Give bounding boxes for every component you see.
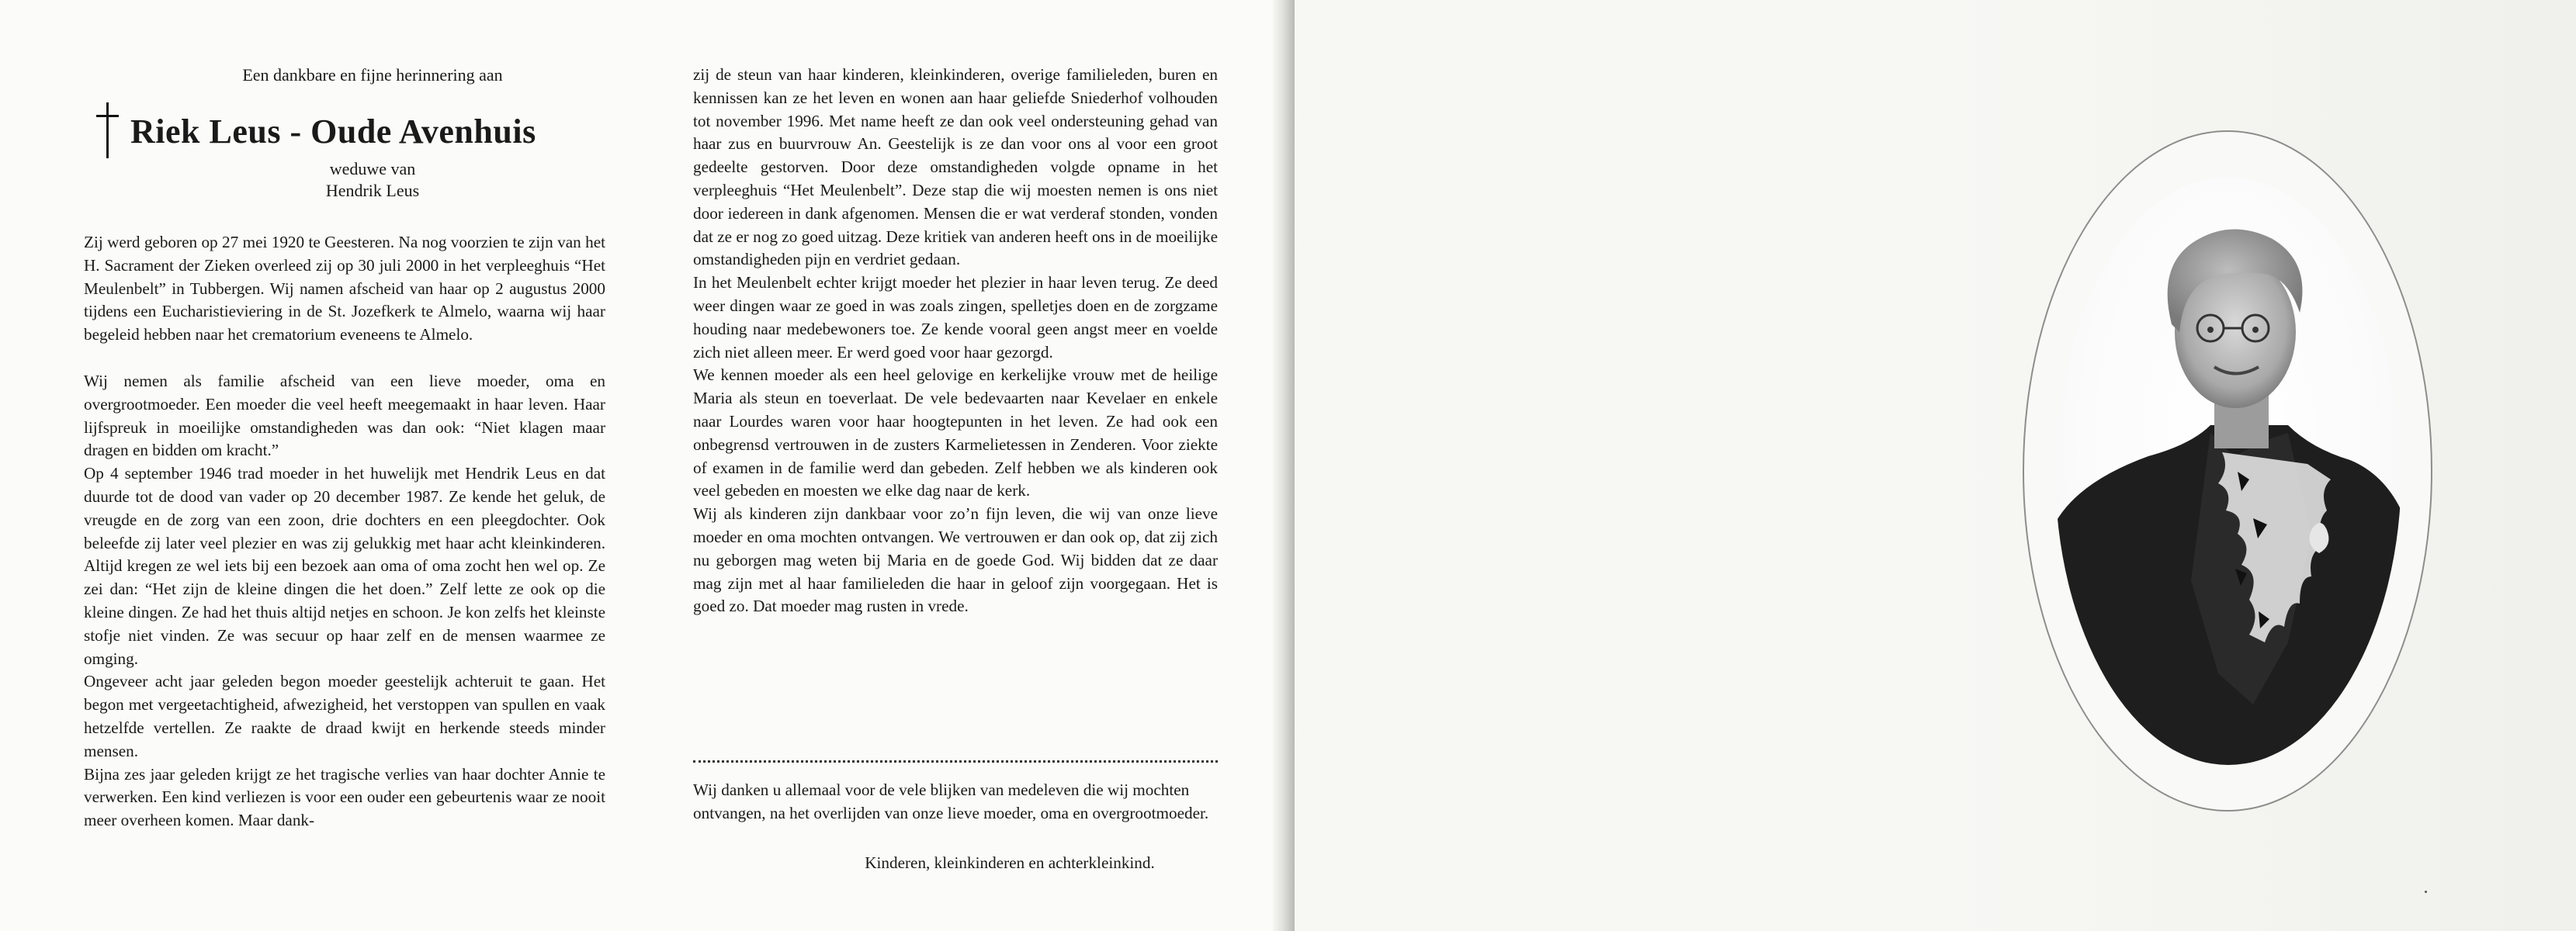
- portrait-illustration: [2055, 177, 2401, 765]
- name-heading: [92, 99, 588, 161]
- intro-line: Een dankbare en fijne herinnering aan: [242, 65, 503, 85]
- paragraph-marriage: Op 4 september 1946 trad moeder in het huwelijk met Hendrik Leus en dat duurde tot de dood van vader op 20 december 1987. Ze kende het geluk, de vreugde en de zorg van een zoon, drie dochters en een pleegdochter. Ook beleefde zij later veel plezier en was zij gelukkig met haar acht kleinkinderen. Altijd kregen ze wel iets bij een bezoek aan oma of oma zocht hen wel op. Ze zei dan: “Het zijn de kleine dingen die het doen.” Zelf lette ze ook op die kleine dingen. Ze had het thuis altijd netjes en schoon. Je kon zelfs het kleinste stofje niet vinden. Ze was secuur op haar zelf en de mensen waarmee ze omging.: [84, 464, 605, 668]
- paper-speck: [2425, 891, 2427, 893]
- paragraph-decline: Ongeveer acht jaar geleden begon moeder geestelijk achteruit te gaan. Het begon met vergeetachtigheid, afwezigheid, het verstoppen van spullen en vaak hetzelfde vertellen. Ze raakte de draad kwijt en herkende steeds minder mensen.: [84, 672, 605, 760]
- widow-block: [155, 158, 590, 202]
- paragraph-support: zij de steun van haar kinderen, kleinkinderen, overige familieleden, buren en kennissen kan ze het leven en wonen aan haar geliefde Sniederhof volhouden tot november 1996. Met name heeft ze dan ook veel ondersteuning gehad van haar zus en buurvrouw An. Geestelijk is ze dan voor ons al voor een groot gedeelte gestorven. Door deze omstandigheden volgde opname in het verpleeghuis “Het Meulenbelt”. Deze stap die wij moesten nemen is ons niet door iedereen in dank afgenomen. Mensen die er wat verderaf stonden, vonden dat ze er nog zo goed uitzag. Deze kritiek van anderen heeft ons in de moeilijke omstandigheden pijn en verdriet gedaan.: [693, 65, 1218, 269]
- text-column-left: [84, 231, 605, 832]
- paragraph-farewell: Wij nemen als familie afscheid van een lieve moeder, oma en overgrootmoeder. Een moeder die veel heeft meegemaakt in haar leven. Haar lijfspreuk in moeilijke omstandigheden was dan ook: “Niet klagen maar dragen en bidden om kracht.”: [84, 371, 605, 460]
- dotted-divider: [693, 760, 1218, 763]
- paragraph-faith: We kennen moeder als een heel gelovige en kerkelijke vrouw met de heilige Maria als steun en toeverlaat. De vele bedevaarten naar Kevelaer en enkele naar Lourdes waren voor haar hoogtepunten in het leven. Ze had ook een onbegrensd vertrouwen in de zusters Karmelietessen in Zenderen. Voor ziekte of examen in de familie werd dan gebeden. Zelf hebben we als kinderen ook veel gebeden en moesten we elke dag naar de kerk.: [693, 365, 1218, 500]
- portrait-photo: [2055, 177, 2401, 765]
- widow-label: weduwe van: [329, 159, 416, 178]
- paragraph-meulenbelt: In het Meulenbelt echter krijgt moeder het plezier in haar leven terug. Ze deed weer dingen waar ze goed in was zoals zingen, spelletjes doen en de zorgzame houding naar medebewoners toe. Ze kende vooral geen angst meer en voelde zich niet alleen meer. Er werd goed voor haar gezorgd.: [693, 273, 1218, 362]
- deceased-name: Riek Leus - Oude Avenhuis: [130, 112, 536, 151]
- signoff-text: Kinderen, kleinkinderen en achterkleinkind.: [865, 853, 1155, 872]
- paragraph-gratitude: Wij als kinderen zijn dankbaar voor zo’n fijn leven, die wij van onze lieve moeder en oma mochten ontvangen. We vertrouwen er dan ook op, dat zij zich nu geborgen mag weten bij Maria en de goede God. Wij bidden dat ze daar mag zijn met al haar familieleden die haar in geloof zijn voorgegaan. Het is goed zo. Dat moeder mag rusten in vrede.: [693, 504, 1218, 616]
- paragraph-birth: Zij werd geboren op 27 mei 1920 te Geesteren. Na nog voorzien te zijn van het H. Sacrament der Zieken overleed zij op 30 juli 2000 in het verpleeghuis “Het Meulenbelt” in Tubbergen. Wij namen afscheid van haar op 2 augustus 2000 tijdens een Eucharistieviering in de St. Jozefkerk te Almelo, waarna wij haar begeleid hebben naar het crematorium eveneens te Almelo.: [84, 233, 605, 344]
- paragraph-loss: Bijna zes jaar geleden krijgt ze het tragische verlies van haar dochter Annie te verwerken. Een kind verliezen is voor een ouder een gebeurtenis waar ze nooit meer overheen komen. Maar dank-: [84, 764, 605, 830]
- cross-icon: [92, 99, 123, 161]
- husband-name: Hendrik Leus: [325, 181, 420, 200]
- text-column-right: [693, 64, 1218, 618]
- thanks-text: Wij danken u allemaal voor de vele blijken van medeleven die wij mochten ontvangen, na het overlijden van onze lieve moeder, oma en overgrootmoeder.: [693, 780, 1209, 822]
- card-fold: [1273, 0, 1295, 931]
